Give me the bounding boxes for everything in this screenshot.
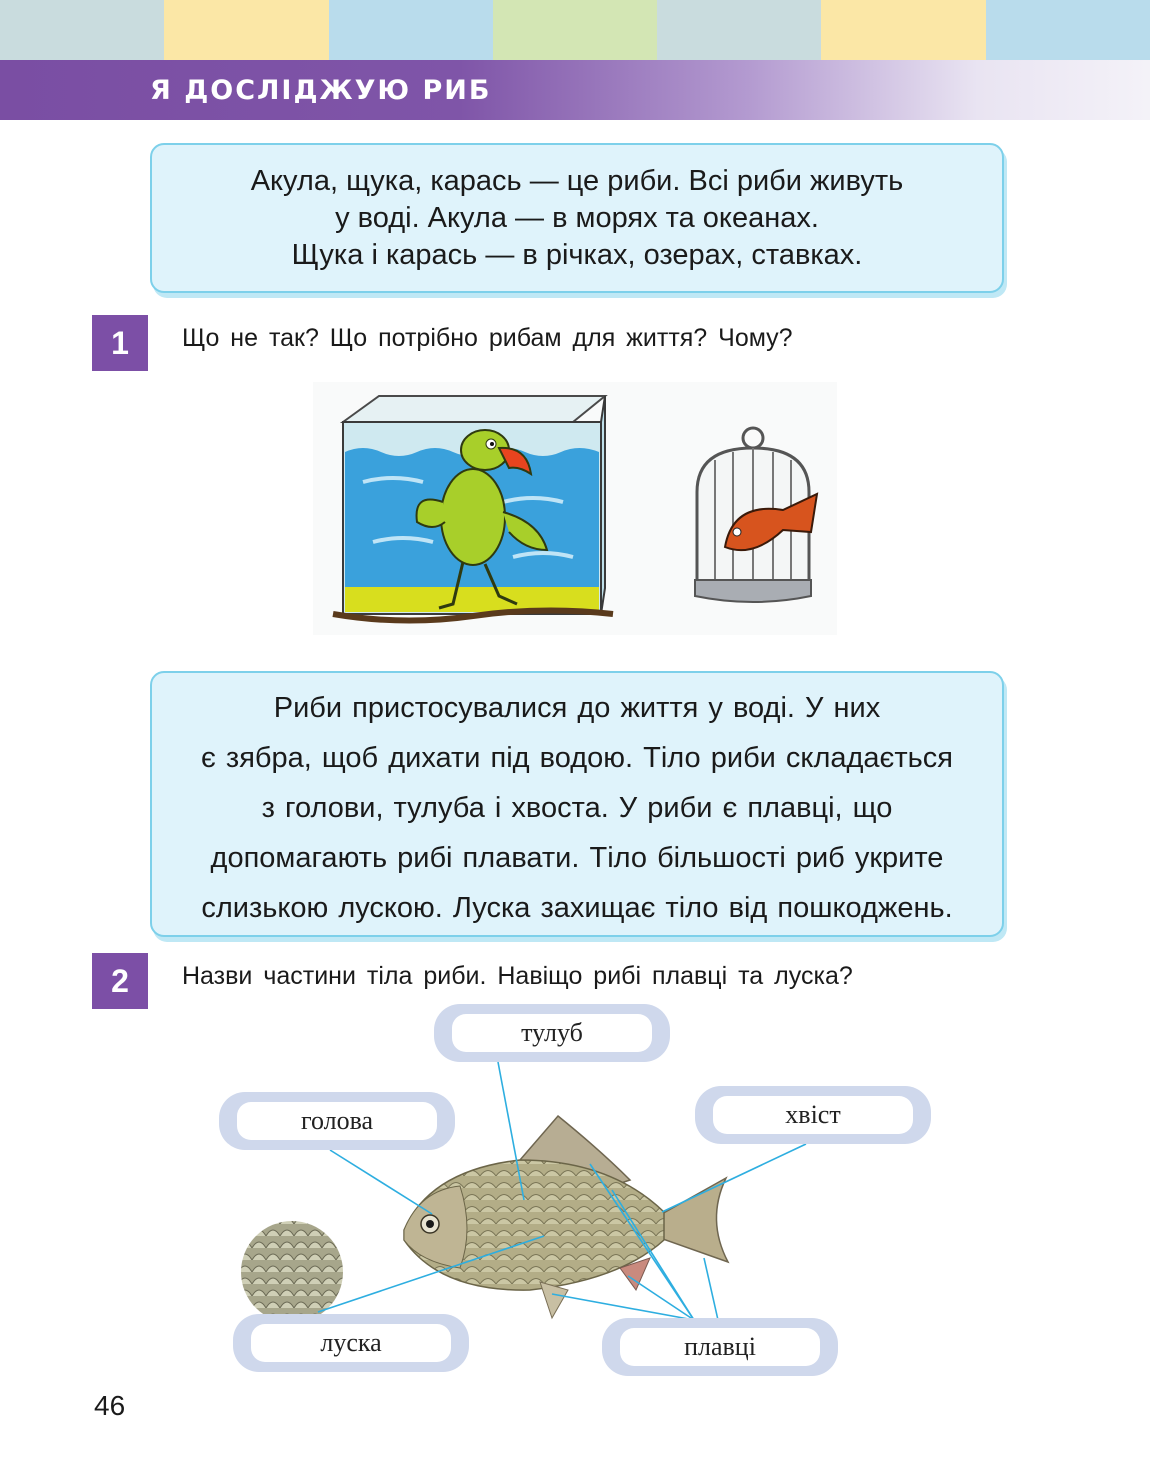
label-tail-text: хвіст [713, 1096, 913, 1134]
page-title: Я ДОСЛІДЖУЮ РИБ [150, 75, 492, 106]
intro-line: Щука і карась — в річках, озерах, ставках. [291, 239, 863, 271]
task-1-number: 1 [92, 315, 148, 371]
label-body-text: тулуб [452, 1014, 652, 1052]
stripe [329, 0, 493, 60]
intro-box [150, 143, 1004, 293]
label-tail [695, 1086, 931, 1144]
stripe [986, 0, 1150, 60]
info-line: слизькою лускою. Луска захищає тіло від пошкоджень. [201, 892, 953, 924]
task-1-question: Що не так? Що потрібно рибам для життя? Чому? [182, 324, 793, 352]
stripe [164, 0, 328, 60]
parrot-aquarium-fish-cage-image [313, 382, 837, 635]
page-number: 46 [94, 1390, 126, 1421]
info-line: є зябра, щоб дихати під водою. Тіло риби складається [201, 742, 953, 774]
info-line: з голови, тулуба і хвоста. У риби є плавці, що [261, 792, 893, 824]
task-2-number: 2 [92, 953, 148, 1009]
intro-line: у воді. Акула — в морях та океанах. [335, 202, 819, 234]
label-head [219, 1092, 455, 1150]
stripe [657, 0, 821, 60]
label-scales-text: луска [251, 1324, 451, 1362]
label-body [434, 1004, 670, 1062]
label-head-text: голова [237, 1102, 437, 1140]
fish-info-box [150, 671, 1004, 937]
label-fins-text: плавці [620, 1328, 820, 1366]
scales-closeup-image [241, 1221, 343, 1323]
header-stripes [0, 0, 1150, 60]
info-line: Риби пристосувалися до життя у воді. У них [273, 692, 881, 724]
stripe [0, 0, 164, 60]
task-1-illustration [313, 382, 837, 635]
stripe [493, 0, 657, 60]
carp-fish-image [404, 1116, 728, 1318]
label-fins [602, 1318, 838, 1376]
intro-line: Акула, щука, карась — це риби. Всі риби живуть [250, 165, 904, 197]
info-line: допомагають рибі плавати. Тіло більшості риб укрите [210, 842, 944, 874]
label-scales [233, 1314, 469, 1372]
stripe [821, 0, 985, 60]
task-2-question: Назви частини тіла риби. Навіщо рибі плавці та луска? [182, 962, 853, 990]
